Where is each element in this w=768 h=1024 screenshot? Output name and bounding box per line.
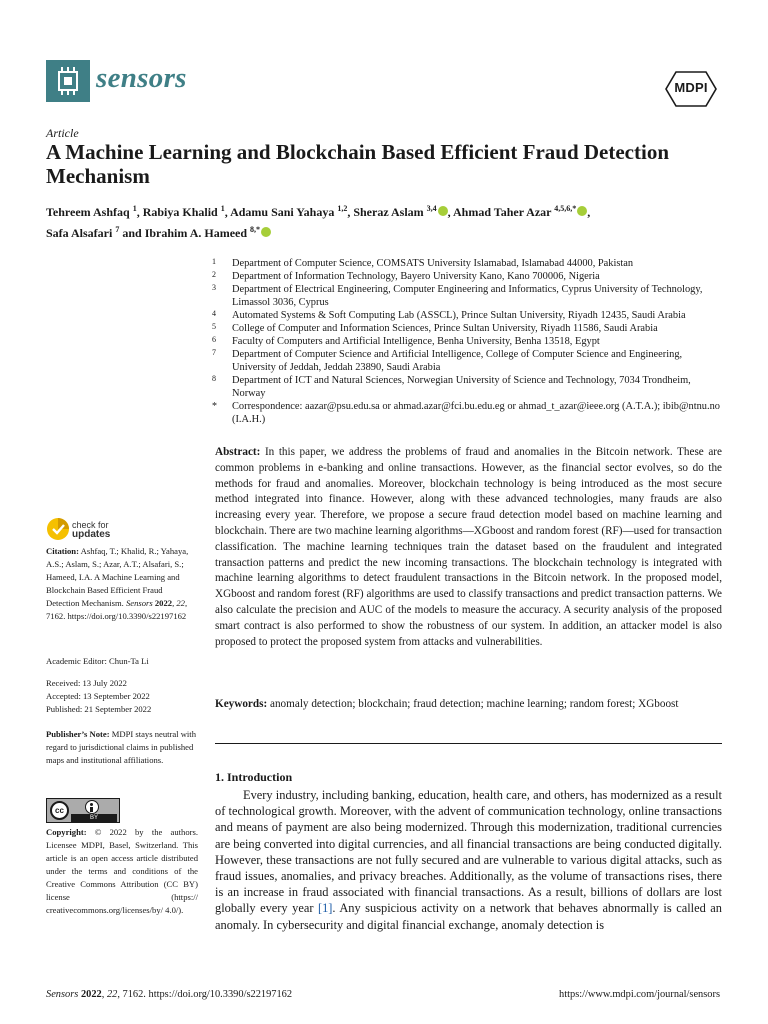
affiliation-number: 7	[212, 348, 216, 357]
orcid-icon[interactable]	[577, 206, 587, 216]
author-list	[46, 200, 726, 242]
journal-name: sensors	[96, 62, 187, 94]
affiliation-item	[212, 335, 722, 348]
note-text: MDPI stays neutral with regard to jurisdictional claims in published maps and institutional affiliations.	[46, 729, 196, 765]
orcid-icon[interactable]	[261, 227, 271, 237]
affiliation-text: Department of Computer Science, COMSATS University Islamabad, Islamabad 44000, Pakistan	[232, 258, 634, 269]
author-affiliation-sup: 1	[132, 204, 137, 213]
author-name[interactable]: Ibrahim A. Hameed	[144, 226, 248, 240]
citation-journal: Sensors	[125, 598, 153, 608]
publisher-name: MDPI	[674, 80, 708, 95]
publisher-note	[46, 728, 198, 767]
author-affiliation-sup: 1	[220, 204, 225, 213]
keywords	[215, 697, 722, 713]
citation-link[interactable]: [1]	[317, 901, 333, 916]
received-date: Received: 13 July 2022	[46, 678, 127, 688]
citation-text: Ashfaq, T.; Khalid, R.; Yahaya, A.S.; Aslam, S.; Azar, A.T.; Alsafari, S.; Hameed, I.A. A Machine Learning and Blockchain Based Efficient Fraud Detection Mechanism.	[46, 546, 189, 608]
author-name[interactable]: Rabiya Khalid	[142, 205, 218, 219]
author-name[interactable]: Safa Alsafari	[46, 226, 113, 240]
citation-block: Citation: Ashfaq, T.; Khalid, R.; Yahaya, A.S.; Aslam, S.; Azar, A.T.; Alsafari, S.; Hameed, I.A. A Machine Learning and Blockchain Based Efficient Fraud Detection Mechanism. Sensors 2022, 22, 7162. https://doi.org/10.3390/s22197162	[46, 546, 189, 621]
author-name[interactable]: Ahmad Taher Azar	[453, 205, 552, 219]
author-name[interactable]: Adamu Sani Yahaya	[230, 205, 335, 219]
citation-label: Citation:	[46, 546, 79, 556]
affiliation-text: Correspondence: aazar@psu.edu.sa or ahmad.azar@fci.bu.edu.eg or ahmad_t_azar@ieee.org (A.T.A.); ibib@ntnu.no (I.A.H.)	[232, 401, 720, 425]
cc-icon: cc	[50, 801, 69, 820]
footer-journal-url[interactable]: https://www.mdpi.com/journal/sensors	[559, 989, 720, 1000]
affiliation-item	[212, 374, 722, 400]
affiliation-number: 6	[212, 335, 216, 344]
affiliation-item	[212, 283, 722, 309]
cc-by-license-badge[interactable]	[46, 798, 120, 823]
affiliation-text: Department of Computer Science and Artificial Intelligence, College of Computer Science and Engineering, University of Jeddah, Jeddah 23890, Saudi Arabia	[232, 349, 683, 373]
check-for-updates-button[interactable]	[46, 517, 166, 543]
author-affiliation-sup: 7	[115, 225, 120, 234]
footer-citation: Sensors 2022, 22, 7162. https://doi.org/10.3390/s22197162	[46, 989, 293, 1000]
affiliation-number: 2	[212, 270, 216, 279]
affiliation-text: Department of ICT and Natural Sciences, Norwegian University of Science and Technology, 7034 Trondheim, Norway	[232, 375, 691, 399]
copyright-block	[46, 826, 198, 917]
author-affiliation-sup: 4,5,6,*	[554, 204, 577, 213]
author-affiliation-sup: 8,*	[250, 225, 261, 234]
affiliation-item	[212, 257, 722, 270]
introduction-text	[215, 787, 722, 933]
affiliation-text: Department of Electrical Engineering, Computer Engineering and Informatics, Cyprus University of Technology, Limassol 3036, Cyprus	[232, 284, 703, 308]
attribution-icon	[85, 800, 99, 814]
orcid-icon[interactable]	[438, 206, 448, 216]
author-separator: ,	[136, 205, 143, 219]
note-label: Publisher’s Note:	[46, 729, 110, 739]
affiliation-number: 3	[212, 283, 216, 292]
affiliation-item	[212, 322, 722, 335]
author-affiliation-sup: 1,2	[337, 204, 348, 213]
affiliation-text: College of Computer and Information Sciences, Prince Sultan University, Riyadh 11586, Saudi Arabia	[232, 323, 658, 334]
affiliation-text: Faculty of Computers and Artificial Intelligence, Benha University, Benha 13518, Egypt	[232, 336, 600, 347]
abstract-text: In this paper, we address the problems of fraud and anomalies in the Bitcoin network. These are common problems in e-banking and online transactions. However, as the financial sector evolves, so do the methods for fraud and anomalies. Moreover, blockchain technology is being introduced as the most secure method integrated into finance. However, along with these advanced technologies, many frauds are also increasing every year. Therefore, we propose a secure fraud detection model based on machine learning and blockchain. There are two machine learning algorithms—XGboost and random forest (RF)—used for transaction classification. The machine learning techniques train the dataset based on the fraudulent and integrated transaction patterns and predict the new incoming transactions. The blockchain technology is integrated with machine learning algorithms to detect fraudulent transactions in the Bitcoin network. In the proposed model, XGboost and random forest (RF) algorithms are used to classify transactions and predict transaction patterns. We also calculate the precision and AUC of the models to measure the accuracy. A security analysis of the proposed smart contract is also performed to show the robustness of our system. In addition, an attacker model is also proposed to protect the proposed system from attacks and vulnerabilities.	[215, 446, 722, 648]
affiliation-item	[212, 309, 722, 322]
citation-year: 2022	[154, 598, 173, 608]
author-separator: ,	[347, 205, 354, 219]
article-type: Article	[46, 126, 79, 140]
author-separator: ,	[224, 205, 231, 219]
affiliation-item	[212, 400, 722, 426]
affiliation-number: 4	[212, 309, 216, 318]
affiliation-text: Department of Information Technology, Bayero University Kano, Kano 700006, Nigeria	[232, 271, 600, 282]
footer-volume: 22	[106, 989, 118, 1000]
article-title: A Machine Learning and Blockchain Based Efficient Fraud Detection Mechanism	[46, 140, 670, 188]
affiliation-number: 8	[212, 374, 216, 383]
affiliation-number: *	[212, 401, 217, 412]
journal-logo	[46, 60, 90, 102]
section-divider	[215, 743, 722, 744]
published-date: Published: 21 September 2022	[46, 704, 152, 714]
citation-volume: 22	[176, 598, 185, 608]
copyright-text: © 2022 by the authors. Licensee MDPI, Basel, Switzerland. This article is an open access article distributed under the terms and conditions of the Creative Commons Attribution (CC BY) license (https:// creativecommons.org/licenses/by/ 4.0/).	[46, 827, 198, 915]
by-label: BY	[71, 814, 117, 822]
abstract-label: Abstract:	[215, 446, 261, 458]
abstract	[215, 445, 722, 650]
affiliations	[212, 257, 722, 426]
intro-text-part2: . Any suspicious activity on a network that behaves abnormally is called an anomaly. In cybersecurity and digital financial exchange, anomaly detection is	[215, 901, 722, 932]
accepted-date: Accepted: 13 September 2022	[46, 691, 150, 701]
affiliation-number: 5	[212, 322, 216, 331]
check-label: check for	[72, 520, 109, 530]
author-separator: ,	[587, 205, 591, 219]
copyright-label: Copyright:	[46, 827, 87, 837]
author-name[interactable]: Sheraz Aslam	[353, 205, 424, 219]
check-updates-icon	[46, 517, 70, 541]
chip-icon	[58, 71, 78, 91]
affiliation-number: 1	[212, 257, 216, 266]
author-affiliation-sup: 3,4	[426, 204, 437, 213]
keywords-label: Keywords:	[215, 698, 268, 710]
affiliation-item	[212, 348, 722, 374]
affiliation-item	[212, 270, 722, 283]
footer-doi[interactable]: , 7162. https://doi.org/10.3390/s22197162	[117, 989, 293, 1000]
updates-label: updates	[72, 529, 111, 540]
dates-block	[46, 677, 198, 716]
affiliation-text: Automated Systems & Soft Computing Lab (ASSCL), Prince Sultan University, Riyadh 12435, Saudi Arabia	[232, 310, 686, 321]
author-separator: ,	[447, 205, 454, 219]
author-separator: and	[119, 226, 145, 240]
publisher-logo	[664, 70, 718, 108]
section-title: 1. Introduction	[215, 770, 293, 784]
intro-text-part1: Every industry, including banking, education, health care, and others, has modernized as a result of technological growth. Moreover, with the advent of communication technology, online transactions and means of payment are also being modernized. Through this modernization, traditional currencies are being converted into digital currencies, and all financial transactions are being conducted digitally. However, these transactions are not fully secured and are vulnerable to various digital attacks, such as fraud issues, anomalies, and privacy breaches. Additionally, as the volume of transactions rises, there is an increase in fraud associated with financial transactions. As a result, billions of dollars are lost globally every year	[215, 788, 722, 916]
footer-year: 2022	[80, 989, 102, 1000]
academic-editor: Academic Editor: Chun-Ta Li	[46, 656, 149, 666]
keywords-text: anomaly detection; blockchain; fraud detection; machine learning; random forest; XGboost	[270, 698, 679, 710]
footer-journal: Sensors	[46, 989, 79, 1000]
citation-rest[interactable]: , 7162. https://doi.org/10.3390/s22197162	[46, 598, 188, 621]
author-name[interactable]: Tehreem Ashfaq	[46, 205, 130, 219]
